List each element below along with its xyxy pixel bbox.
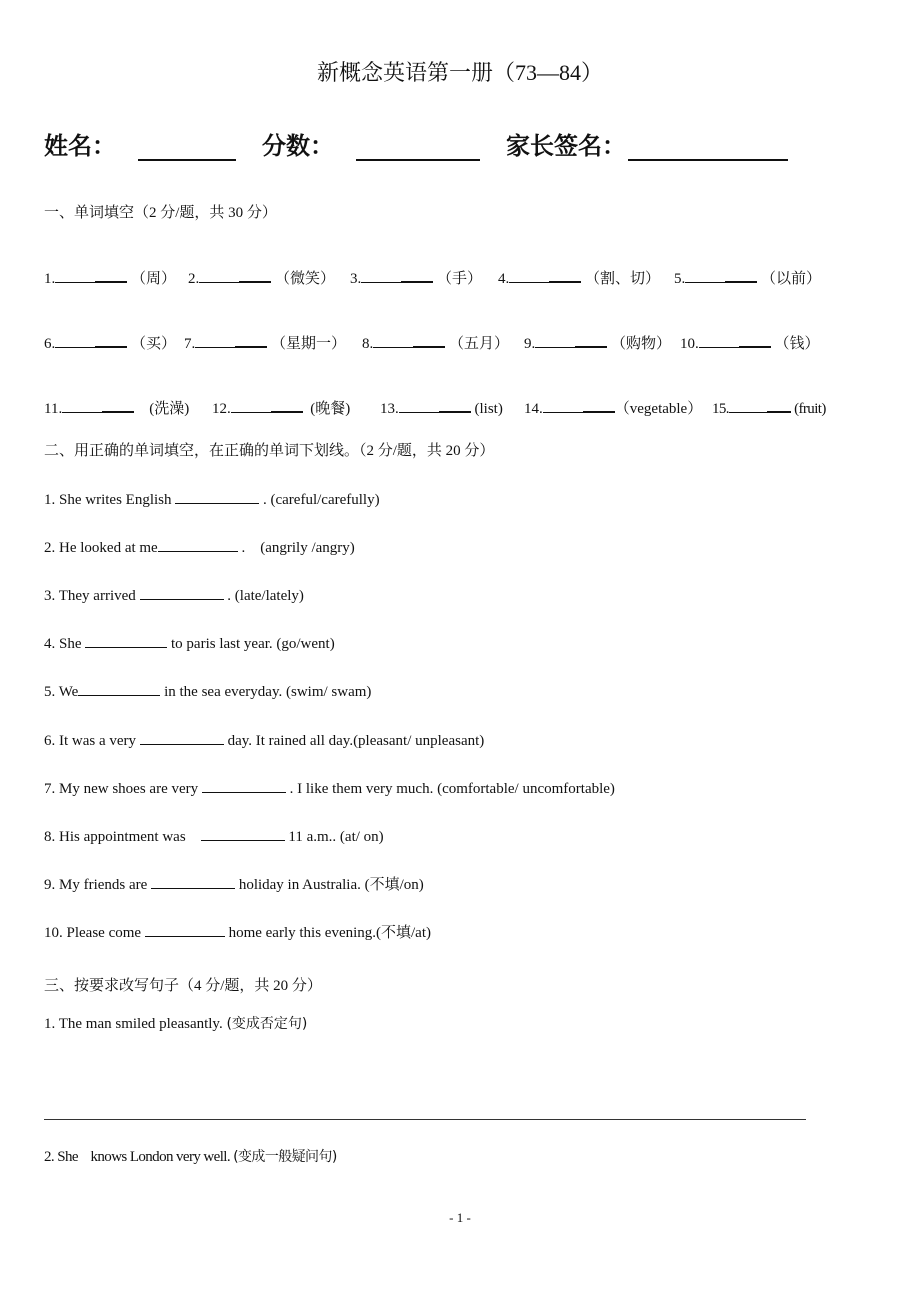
- score-blank[interactable]: [356, 135, 480, 161]
- vocab-item: 2. （微笑）: [188, 266, 335, 288]
- vocab-blank[interactable]: [235, 331, 267, 348]
- vocab-item: 8. （五月）: [362, 331, 509, 353]
- fill-question: 3. They arrived . (late/lately): [44, 584, 304, 605]
- signature-field: [506, 126, 788, 161]
- section2-heading: 二、用正确的单词填空，在正确的单词下划线。（2 分/题，共 20 分）: [44, 443, 495, 459]
- vocab-item: 1. （周）: [44, 266, 176, 288]
- name-label: 姓名：: [44, 132, 116, 160]
- rewrite-question: 2. She knows London very well. (变成一般疑问句): [44, 1149, 337, 1165]
- fill-question: 5. We in the sea everyday. (swim/ swam): [44, 680, 371, 701]
- vocab-blank[interactable]: [413, 331, 445, 348]
- name-blank[interactable]: [138, 135, 236, 161]
- vocab-item: 11. (洗澡): [44, 396, 189, 418]
- section1-heading: 一、单词填空（2 分/题，共 30 分）: [44, 205, 277, 221]
- answer-blank[interactable]: [201, 825, 285, 841]
- vocab-blank[interactable]: [439, 396, 471, 413]
- answer-line[interactable]: [44, 1119, 806, 1120]
- vocab-blank[interactable]: [239, 266, 271, 283]
- score-label: 分数：: [262, 132, 334, 160]
- vocab-blank[interactable]: [401, 266, 433, 283]
- fill-question: 4. She to paris last year. (go/went): [44, 632, 335, 653]
- vocab-blank[interactable]: [102, 396, 134, 413]
- vocab-blank[interactable]: [95, 331, 127, 348]
- vocab-item: 13. (list): [380, 396, 503, 418]
- fill-question: 10. Please come home early this evening.(不填/at): [44, 921, 431, 942]
- page-title: 新概念英语第一册（73—84）: [316, 60, 603, 85]
- answer-blank[interactable]: [140, 729, 224, 745]
- vocab-item: 6. （买）: [44, 331, 176, 353]
- answer-blank[interactable]: [175, 488, 259, 504]
- vocab-blank[interactable]: [767, 396, 791, 413]
- vocab-blank[interactable]: [271, 396, 303, 413]
- vocab-item: 14. （vegetable）: [524, 396, 702, 418]
- answer-blank[interactable]: [202, 777, 286, 793]
- vocab-blank[interactable]: [583, 396, 615, 413]
- answer-blank[interactable]: [78, 680, 160, 696]
- vocab-blank[interactable]: [739, 331, 771, 348]
- fill-question: 6. It was a very day. It rained all day.(pleasant/ unpleasant): [44, 729, 484, 750]
- section3-heading: 三、按要求改写句子（4 分/题，共 20 分）: [44, 978, 322, 994]
- vocab-item: 5. （以前）: [674, 266, 821, 288]
- answer-blank[interactable]: [140, 584, 224, 600]
- answer-blank[interactable]: [151, 873, 235, 889]
- rewrite-question: 1. The man smiled pleasantly. (变成否定句): [44, 1016, 308, 1032]
- vocab-item: 10. （钱）: [680, 331, 820, 353]
- vocab-item: 3. （手）: [350, 266, 482, 288]
- fill-question: 2. He looked at me . (angrily /angry): [44, 536, 355, 557]
- vocab-item: 4. （割、切）: [498, 266, 660, 288]
- answer-blank[interactable]: [145, 921, 225, 937]
- vocab-blank[interactable]: [549, 266, 581, 283]
- vocab-item: 15. (fruit): [712, 396, 826, 418]
- vocab-blank[interactable]: [575, 331, 607, 348]
- vocab-item: 9. （购物）: [524, 331, 671, 353]
- name-field: [44, 126, 236, 161]
- answer-blank[interactable]: [85, 632, 167, 648]
- page-number: - 1 -: [449, 1210, 471, 1225]
- vocab-blank[interactable]: [725, 266, 757, 283]
- vocab-item: 7. （星期一）: [184, 331, 346, 353]
- fill-question: 8. His appointment was 11 a.m.. (at/ on): [44, 825, 384, 846]
- answer-blank[interactable]: [158, 536, 238, 552]
- fill-question: 1. She writes English . (careful/carefully): [44, 488, 380, 509]
- score-field: [262, 126, 480, 161]
- fill-question: 9. My friends are holiday in Australia. (不填/on): [44, 873, 424, 894]
- fill-question: 7. My new shoes are very . I like them very much. (comfortable/ uncomfortable): [44, 777, 615, 798]
- signature-label: 家长签名：: [506, 132, 626, 160]
- vocab-blank[interactable]: [95, 266, 127, 283]
- vocab-item: 12. (晚餐): [212, 396, 350, 418]
- signature-blank[interactable]: [628, 135, 788, 161]
